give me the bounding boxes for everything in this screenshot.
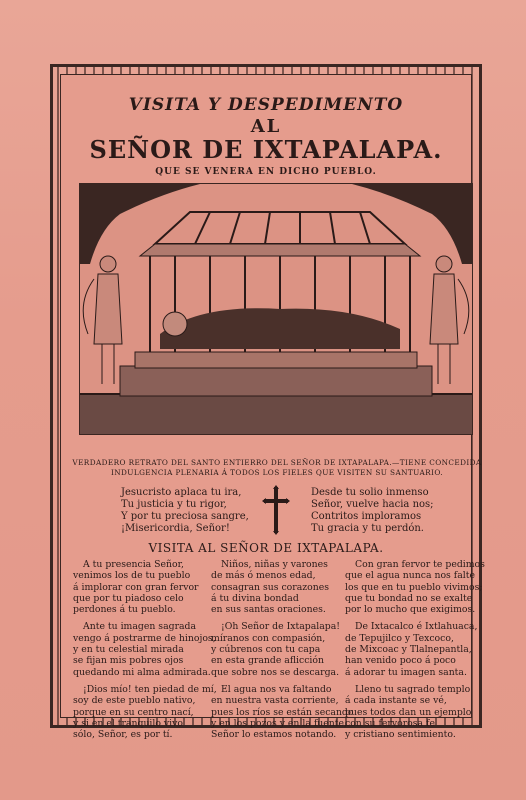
verse-line: perdones á tu pueblo. bbox=[73, 604, 176, 616]
verse-line: pues todos dan un ejemplo bbox=[345, 706, 472, 718]
prayer-right bbox=[311, 487, 456, 535]
prayer-left bbox=[121, 487, 261, 535]
verse-line: en nuestra vasta corriente, bbox=[211, 695, 339, 707]
verse-line: vengo á postrarme de hinojos, bbox=[73, 632, 216, 644]
verse-line: soy de este pueblo nativo, bbox=[73, 695, 196, 707]
section-title: VISITA AL SEÑOR DE IXTAPALAPA. bbox=[148, 541, 384, 555]
verse-line: de Tepujilco y Texcoco, bbox=[345, 632, 454, 644]
stanza bbox=[73, 559, 201, 615]
verse-line: en esta grande aflicción bbox=[211, 655, 324, 667]
verse-line: Niños, niñas y varones bbox=[221, 559, 328, 570]
prayer-line: Tu justicia y tu rigor, bbox=[121, 499, 227, 510]
stanza bbox=[345, 684, 473, 740]
verse-line: De Ixtacalco é Ixtlahuaca, bbox=[355, 621, 478, 633]
verse-line: venimos los de tu pueblo bbox=[73, 570, 191, 582]
verse-line: han venido poco á poco bbox=[345, 655, 456, 667]
title-line-2: AL bbox=[250, 116, 282, 137]
stanza bbox=[73, 621, 216, 678]
stanza bbox=[73, 683, 217, 741]
engraving-illustration bbox=[79, 183, 473, 435]
prayer-line: Desde tu solio inmenso bbox=[311, 487, 429, 498]
verse-line: á cada instante se vé, bbox=[345, 695, 447, 707]
verse-line: con su fervorosa fe bbox=[345, 717, 435, 729]
stanza bbox=[345, 559, 485, 616]
ornamental-border bbox=[50, 64, 485, 741]
verse-line: pues los ríos se están secando bbox=[211, 706, 354, 718]
verse-line: ¡Dios mío! ten piedad de mí, bbox=[83, 683, 217, 695]
verse-line: y cristiano sentimiento. bbox=[345, 729, 456, 741]
verse-line: y si en el tranquilo vivo bbox=[73, 717, 184, 729]
verse-line: consagran sus corazones bbox=[211, 581, 330, 593]
verse-line: Ante tu imagen sagrada bbox=[83, 621, 197, 633]
verse-line: y en tu celestial mirada bbox=[73, 644, 184, 656]
verse-line: quedando mi alma admirada. bbox=[73, 666, 211, 678]
stanza bbox=[211, 683, 354, 741]
cross-icon bbox=[261, 485, 291, 535]
content-area bbox=[60, 74, 485, 741]
verse-line: á adorar tu imagen santa. bbox=[345, 666, 467, 678]
verse-line: los que en tu pueblo vivimos; bbox=[345, 581, 483, 593]
verse-line: en sus santas oraciones. bbox=[211, 604, 326, 616]
verse-line: que tu bondad no se exalte bbox=[345, 592, 473, 604]
stanza bbox=[345, 621, 478, 678]
prayer-line: Tu gracia y tu perdón. bbox=[311, 523, 424, 534]
verse-line: que el agua nunca nos falte bbox=[345, 570, 475, 582]
engraving-caption bbox=[71, 458, 483, 478]
verse-line: de Mixcoac y Tlalnepantla, bbox=[345, 644, 472, 656]
prayer-line: Jesucristo aplaca tu ira, bbox=[121, 487, 242, 498]
stanza bbox=[211, 621, 339, 677]
verse-line: A tu presencia Señor, bbox=[83, 559, 185, 570]
verse-line: Lleno tu sagrado templo bbox=[355, 683, 471, 695]
verse-column-1 bbox=[73, 559, 217, 746]
caption-line-2: INDULGENCIA PLENARIA Á TODOS LOS FIELES QUE VISITEN SU SANTUARIO. bbox=[110, 468, 444, 477]
prayer-line: Contritos imploramos bbox=[311, 511, 422, 522]
verse-line: ¡Oh Señor de Ixtapalapa! bbox=[221, 621, 340, 633]
verse-column-3 bbox=[345, 559, 485, 746]
verse-column-2 bbox=[211, 559, 354, 746]
verse-line: y en los pozos y en la fuente, bbox=[211, 717, 347, 729]
page-title: SEÑOR DE IXTAPALAPA. bbox=[89, 135, 443, 164]
verse-line: á tu divina bondad bbox=[211, 592, 299, 604]
prayer-line: Señor, vuelve hacia nos; bbox=[311, 499, 434, 510]
verse-line: porque en su centro nací, bbox=[73, 706, 194, 718]
verse-line: á implorar con gran fervor bbox=[73, 581, 199, 593]
verse-line: Con gran fervor te pedimos bbox=[355, 559, 485, 570]
verse-line: se fijan mis pobres ojos bbox=[73, 655, 184, 667]
verse-line: míranos con compasión, bbox=[211, 632, 326, 644]
verse-line: por lo mucho que exigimos. bbox=[345, 604, 476, 616]
caption-line-1: VERDADERO RETRATO DEL SANTO ENTIERRO DEL SEÑOR DE IXTAPALAPA.—TIENE CONCEDIDA bbox=[72, 458, 482, 467]
verse-line: Señor lo estamos notando. bbox=[211, 729, 337, 741]
verse-line: sólo, Señor, es por tí. bbox=[73, 729, 173, 741]
verse-line: y cúbrenos con tu capa bbox=[211, 644, 321, 656]
verse-line: de más ó menos edad, bbox=[211, 570, 316, 582]
title-line-1: VISITA Y DESPEDIMENTO bbox=[128, 95, 404, 115]
subtitle: QUE SE VENERA EN DICHO PUEBLO. bbox=[155, 167, 377, 177]
verse-line: El agua nos va faltando bbox=[221, 683, 332, 695]
verse-line: que por tu piadoso celo bbox=[73, 592, 184, 604]
stanza bbox=[211, 559, 339, 615]
prayer-line: Y por tu preciosa sangre, bbox=[121, 511, 249, 522]
verse-line: que sobre nos se descarga. bbox=[211, 666, 340, 678]
prayer-line: ¡Misericordia, Señor! bbox=[121, 523, 230, 534]
